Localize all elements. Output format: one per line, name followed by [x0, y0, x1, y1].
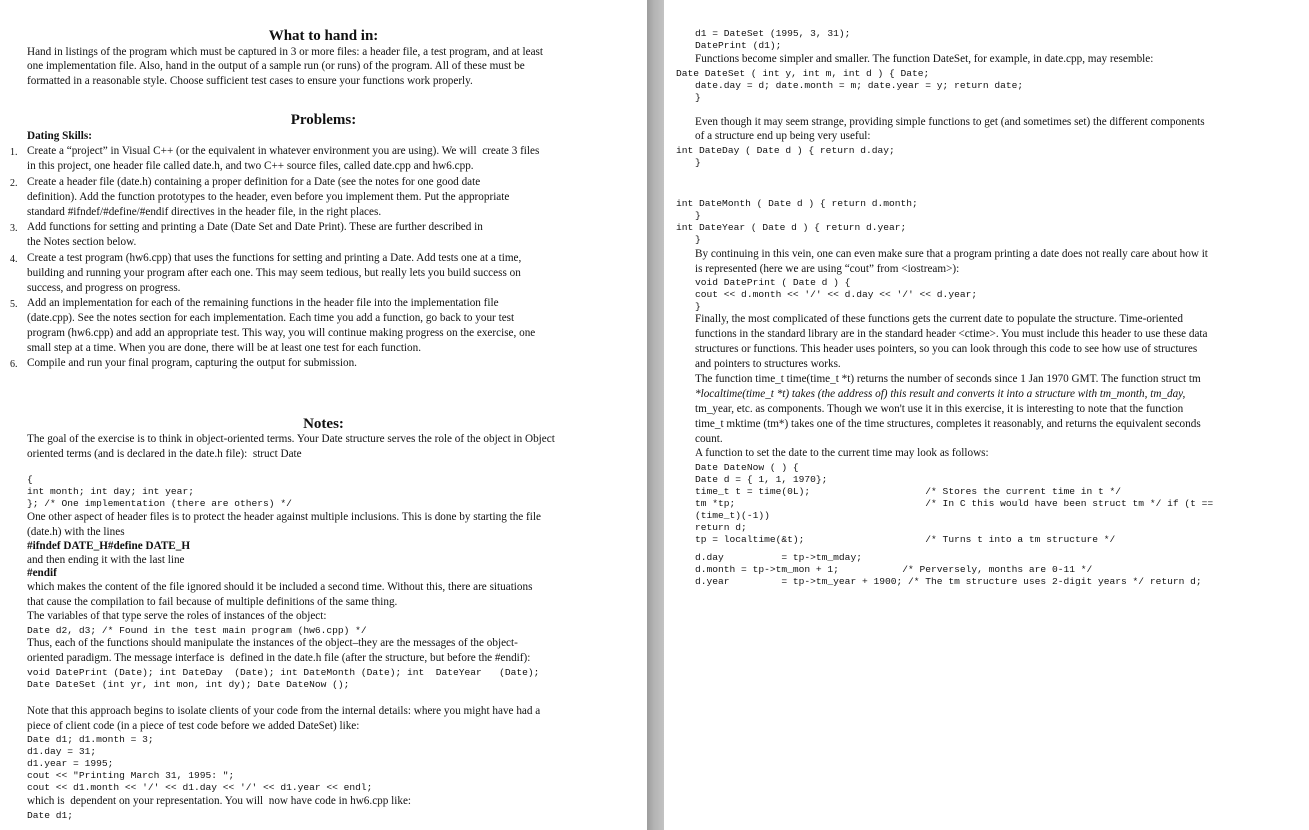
code-line: tp = localtime(&t); /* Turns t into a tm structure */ — [695, 534, 1116, 545]
text-line: structures or functions. This header uses pointers, so you can look through this code to see how use of structures — [695, 343, 1198, 355]
text-line: *localtime(time_t *t) takes (the address of) this result and converts it into a structure with tm_month, tm_day, — [695, 388, 1186, 400]
problem-line: Compile and run your final program, capturing the output for submission. — [27, 357, 357, 369]
notes-line: which is dependent on your representation. You will now have code in hw6.cpp like: — [27, 795, 412, 807]
problem-number: 1. — [10, 147, 18, 158]
text-line: tm_year, etc. as components. Though we won't use it in this exercise, it is interesting to note that the function — [695, 403, 1184, 415]
code-line: d1 = DateSet (1995, 3, 31); — [695, 28, 851, 39]
problem-line: Add functions for setting and printing a Date (Date Set and Date Print). These are further described in — [27, 221, 483, 233]
text-line: and pointers to structures works. — [695, 358, 841, 370]
left-page — [0, 0, 647, 830]
code-line: d.year = tp->tm_year + 1900; /* The tm structure uses 2-digit years */ return d; — [695, 576, 1202, 587]
text-line: Finally, the most complicated of these functions gets the current date to populate the structure. Time-oriented — [695, 313, 1183, 325]
problem-line: Add an implementation for each of the remaining functions in the header file into the implementation file — [27, 297, 499, 309]
notes-code-line: cout << "Printing March 31, 1995: "; — [27, 770, 235, 781]
code-line: cout << d.month << '/' << d.day << '/' << d.year; — [695, 289, 978, 300]
notes-code-line: d1.year = 1995; — [27, 758, 114, 769]
problem-line: definition). Add the function prototypes to the header, even before you implement them. Put the appropriate — [27, 191, 510, 203]
text-line: is represented (here we are using “cout” from <iostream>): — [695, 263, 960, 275]
problem-line: Create a header file (date.h) containing a proper definition for a Date (see the notes for one good date — [27, 176, 481, 188]
problem-line: the Notes section below. — [27, 236, 137, 248]
code-line: d.month = tp->tm_mon + 1; /* Perversely, months are 0-11 */ — [695, 564, 1093, 575]
notes-line: Note that this approach begins to isolate clients of your code from the internal details: where you might have had a — [27, 705, 541, 717]
page-divider — [647, 0, 664, 830]
code-line: } — [695, 92, 701, 103]
notes-line: piece of client code (in a piece of test code before we added DateSet) like: — [27, 720, 360, 732]
problem-number: 4. — [10, 254, 18, 265]
notes-code-line: { — [27, 474, 33, 485]
heading-notes: Notes: — [303, 416, 344, 432]
problem-number: 6. — [10, 359, 18, 370]
code-line: int DateYear ( Date d ) { return d.year; — [676, 222, 907, 233]
text-line: functions in the standard library are in the standard header <ctime>. You must include this header to use these data — [695, 328, 1208, 340]
dating-skills-subheading: Dating Skills: — [27, 130, 92, 142]
code-line: d.day = tp->tm_mday; — [695, 552, 862, 563]
hand-in-line: formatted in a reasonable style. Choose sufficient test cases to ensure your functions work properly. — [27, 75, 473, 87]
notes-code-line: Date d1; — [27, 810, 74, 821]
code-line: } — [695, 157, 701, 168]
code-line: DatePrint (d1); — [695, 40, 782, 51]
code-line: Date d = { 1, 1, 1970}; — [695, 474, 828, 485]
code-line: } — [695, 234, 701, 245]
text-line: Functions become simpler and smaller. The function DateSet, for example, in date.cpp, may resemble: — [695, 53, 1154, 65]
heading-problems: Problems: — [290, 112, 357, 128]
problem-line: (date.cpp). See the notes section for each implementation. Each time you add a function, go back to your test — [27, 312, 515, 324]
notes-line: and then ending it with the last line — [27, 554, 185, 566]
problem-line: standard #ifndef/#define/#endif directives in the header file, in the right places. — [27, 206, 382, 218]
notes-code-line: }; /* One implementation (there are others) */ — [27, 498, 292, 509]
problem-line: Create a test program (hw6.cpp) that uses the functions for setting and printing a Date. Add tests one at a time, — [27, 252, 522, 264]
code-line: tm *tp; /* In C this would have been struct tm */ if (t == — [695, 498, 1214, 509]
problem-number: 5. — [10, 299, 18, 310]
notes-line: which makes the content of the file ignored should it be included a second time. Without this, there are situations — [27, 581, 533, 593]
notes-line: The goal of the exercise is to think in object-oriented terms. Your Date structure serves the role of the object in Object — [27, 433, 555, 445]
notes-code-line: Date DateSet (int yr, int mon, int dy); Date DateNow (); — [27, 679, 350, 690]
code-line: int DateDay ( Date d ) { return d.day; — [676, 145, 895, 156]
code-line: Date DateSet ( int y, int m, int d ) { Date; — [676, 68, 930, 79]
notes-line: (date.h) with the lines — [27, 526, 125, 538]
code-line: } — [695, 301, 701, 312]
notes-line: The variables of that type serve the roles of instances of the object: — [27, 610, 327, 622]
hand-in-line: one implementation file. Also, hand in the output of a sample run (or runs) of the program. All of these must be — [27, 60, 525, 72]
text-line: time_t mktime (tm*) takes one of the time structures, completes it reasonably, and returns the equivalent seconds — [695, 418, 1201, 430]
notes-code-line: int month; int day; int year; — [27, 486, 194, 497]
text-line: The function time_t time(time_t *t) returns the number of seconds since 1 Jan 1970 GMT. The function struct tm — [695, 373, 1201, 385]
code-line: Date DateNow ( ) { — [695, 462, 799, 473]
notes-code-line: Date d1; d1.month = 3; — [27, 734, 154, 745]
notes-line: oriented terms (and is declared in the date.h file): struct Date — [27, 448, 302, 460]
code-line: return d; — [695, 522, 747, 533]
heading-what-to-hand-in: What to hand in: — [268, 28, 379, 44]
text-line: count. — [695, 433, 723, 445]
code-line: void DatePrint ( Date d ) { — [695, 277, 851, 288]
notes-code-line: void DatePrint (Date); int DateDay (Date); int DateMonth (Date); int DateYear (Date); — [27, 667, 540, 678]
problem-line: building and running your program after each one. This may seem tedious, but really lets you build success on — [27, 267, 521, 279]
notes-code-line: cout << d1.month << '/' << d1.day << '/' << d1.year << endl; — [27, 782, 373, 793]
problem-line: in this project, one header file called date.h, and two C++ source files, called date.cpp and hw6.cpp. — [27, 160, 474, 172]
code-line: } — [695, 210, 701, 221]
notes-code-line: Date d2, d3; /* Found in the test main program (hw6.cpp) */ — [27, 625, 367, 636]
notes-line: Thus, each of the functions should manipulate the instances of the object–they are the messages of the object- — [27, 637, 518, 649]
code-line: int DateMonth ( Date d ) { return d.month; — [676, 198, 918, 209]
notes-line: oriented paradigm. The message interface is defined in the date.h file (after the structure, but before the #endif): — [27, 652, 531, 664]
notes-code-line: d1.day = 31; — [27, 746, 97, 757]
problem-number: 3. — [10, 223, 18, 234]
code-line: (time_t)(-1)) — [695, 510, 770, 521]
problem-line: Create a “project” in Visual C++ (or the equivalent in whatever environment you are using). We will create 3 files — [27, 145, 540, 157]
problem-number: 2. — [10, 178, 18, 189]
code-line: time_t t = time(0L); /* Stores the current time in t */ — [695, 486, 1122, 497]
text-line: Even though it may seem strange, providing simple functions to get (and sometimes set) the different components — [695, 116, 1205, 128]
notes-line: #endif — [27, 567, 57, 579]
notes-line: #ifndef DATE_H#define DATE_H — [27, 540, 191, 552]
text-line: A function to set the date to the current time may look as follows: — [695, 447, 989, 459]
problem-line: success, and progress on progress. — [27, 282, 181, 294]
notes-line: that cause the compilation to fail because of multiple definitions of the same thing. — [27, 596, 398, 608]
problem-line: small step at a time. When you are done, there will be at least one test for each function. — [27, 342, 422, 354]
text-line: By continuing in this vein, one can even make sure that a program printing a date does not really care about how it — [695, 248, 1208, 260]
problem-line: program (hw6.cpp) and add an appropriate test. This way, you will continue making progress on the exercise, one — [27, 327, 536, 339]
right-page — [664, 0, 1309, 830]
notes-line: One other aspect of header files is to protect the header against multiple inclusions. This is done by starting the file — [27, 511, 541, 523]
text-line: of a structure end up being very useful: — [695, 130, 871, 142]
hand-in-line: Hand in listings of the program which must be captured in 3 or more files: a header file, a test program, and at least — [27, 46, 544, 58]
code-line: date.day = d; date.month = m; date.year = y; return date; — [695, 80, 1024, 91]
